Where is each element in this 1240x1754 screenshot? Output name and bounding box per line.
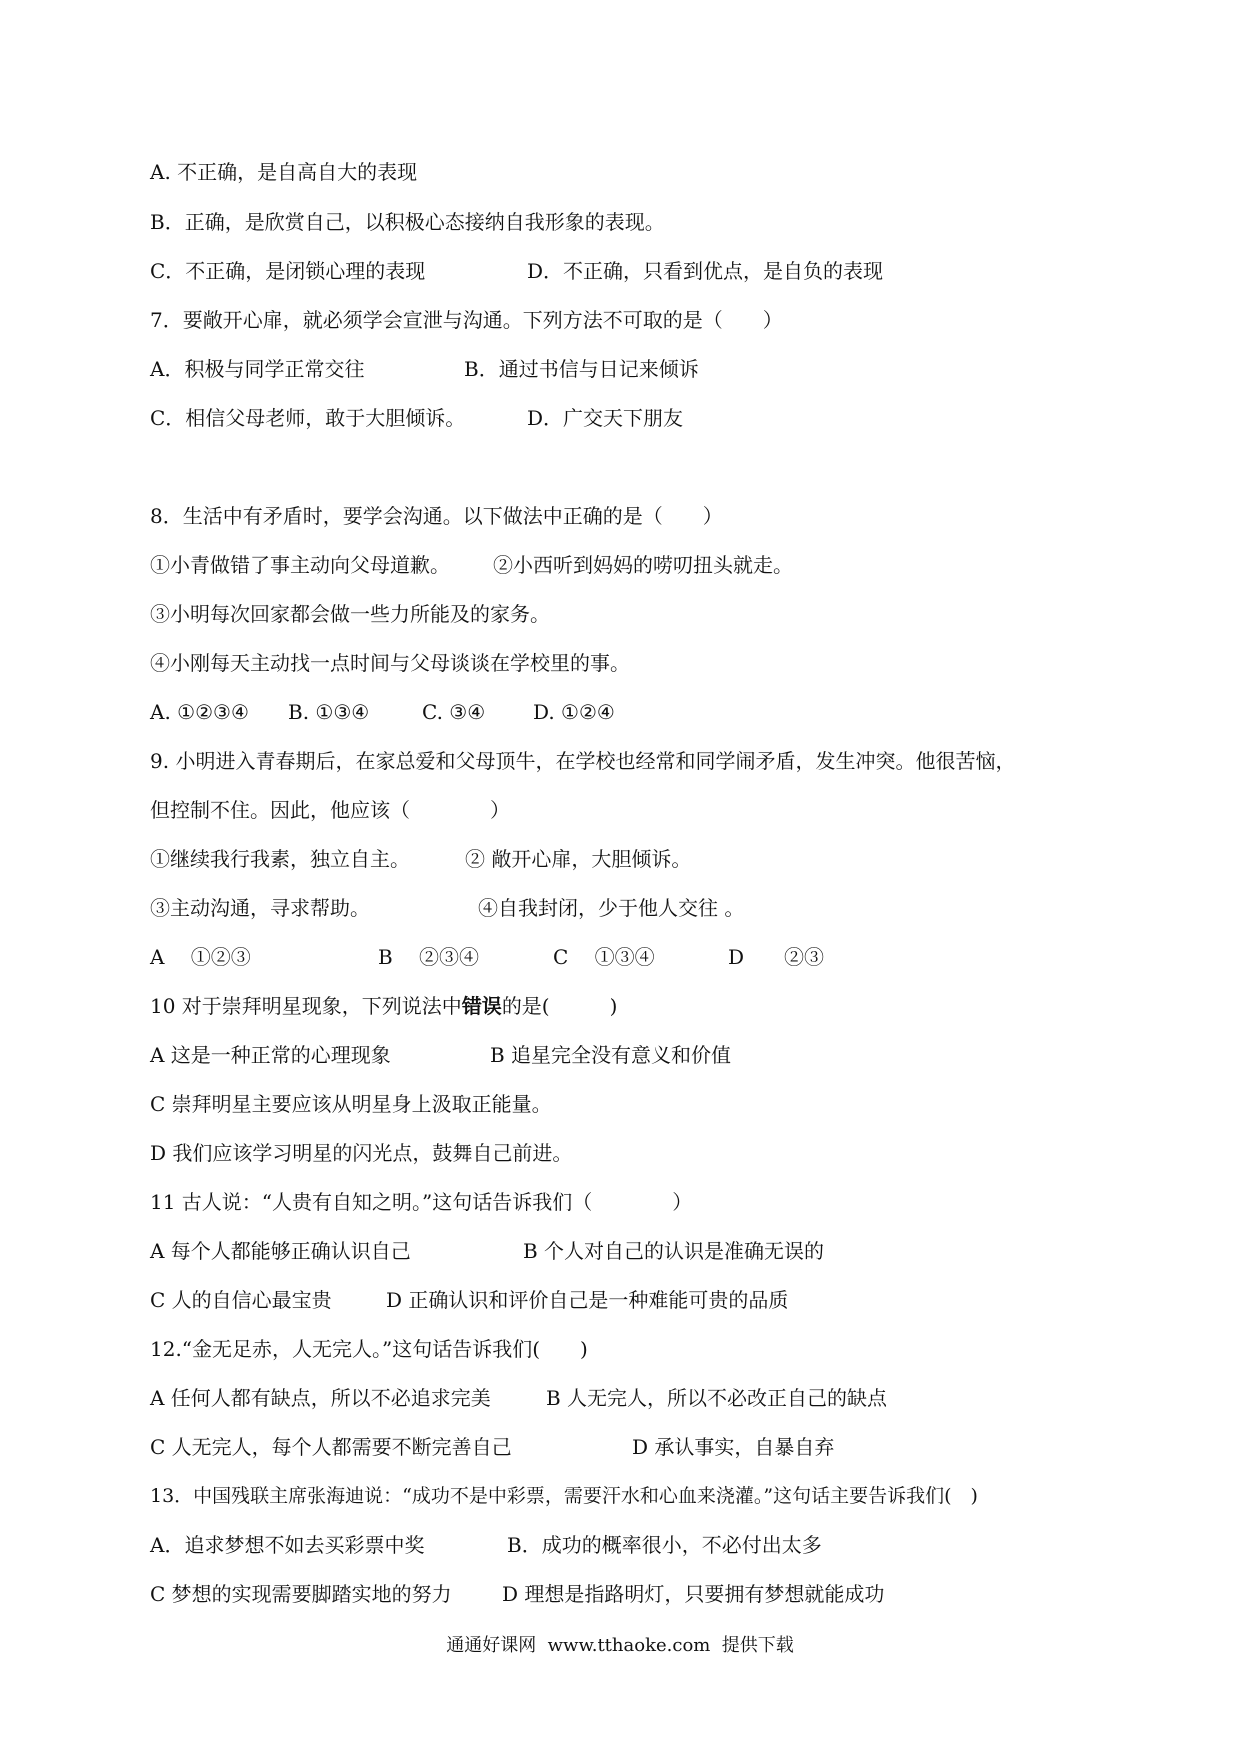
q9-statement-3: ③主动沟通，寻求帮助。 <box>150 896 370 920</box>
q9-option-c: C ①③④ <box>553 945 655 969</box>
q13-stem: 13．中国残联主席张海迪说：“成功不是中彩票，需要汗水和心血来浇灌。”这句话主要告诉我们( ) <box>150 1485 978 1507</box>
q7-option-c: C．相信父母老师，敢于大胆倾诉。 <box>150 406 466 430</box>
q10-stem-before: 10 对于崇拜明星现象，下列说法中 <box>150 994 462 1018</box>
q9-stem-line-1: 9. 小明进入青春期后，在家总爱和父母顶牛，在学校也经常和同学闹矛盾，发生冲突。他很苦恼， <box>150 749 1016 773</box>
q10-stem-emphasis: 错误 <box>461 994 502 1018</box>
q12-option-b: B 人无完人，所以不必改正自己的缺点 <box>546 1386 888 1410</box>
q13-option-d: D 理想是指路明灯，只要拥有梦想就能成功 <box>502 1582 885 1606</box>
q9-option-d: D ②③ <box>728 945 825 969</box>
q9-statement-4: ④自我封闭，少于他人交往 。 <box>478 896 745 920</box>
q8-statement-2: ②小西听到妈妈的唠叨扭头就走。 <box>493 553 793 577</box>
q7-option-d: D．广交天下朋友 <box>527 406 684 430</box>
q10-option-a: A 这是一种正常的心理现象 <box>150 1043 391 1067</box>
q10-stem-after: 的是( ) <box>501 994 618 1018</box>
q13-option-c: C 梦想的实现需要脚踏实地的努力 <box>150 1582 452 1606</box>
q9-option-a: A ①②③ <box>150 945 251 969</box>
q11-option-b: B 个人对自己的认识是准确无误的 <box>523 1239 825 1263</box>
q8-statement-4: ④小刚每天主动找一点时间与父母谈谈在学校里的事。 <box>150 651 630 675</box>
q9-statement-2: ② 敞开心扉，大胆倾诉。 <box>465 847 692 871</box>
q8-stem: 8．生活中有矛盾时，要学会沟通。以下做法中正确的是（ ） <box>150 504 723 528</box>
q10-stem <box>150 992 617 1020</box>
q11-option-c: C 人的自信心最宝贵 <box>150 1288 332 1312</box>
q13-option-a: A．追求梦想不如去买彩票中奖 <box>150 1533 425 1557</box>
q10-option-b: B 追星完全没有意义和价值 <box>490 1043 732 1067</box>
q7-option-a: A．积极与同学正常交往 <box>150 357 365 381</box>
q11-option-a: A 每个人都能够正确认识自己 <box>150 1239 411 1263</box>
q6-option-b: B．正确，是欣赏自己，以积极心态接纳自我形象的表现。 <box>150 210 665 234</box>
q9-option-b: B ②③④ <box>378 945 480 969</box>
q8-option-c: C. ③④ <box>422 700 486 724</box>
q13-option-b: B．成功的概率很小，不必付出太多 <box>507 1533 822 1557</box>
q8-statement-1: ①小青做错了事主动向父母道歉。 <box>150 553 450 577</box>
q7-stem: 7．要敞开心扉，就必须学会宣泄与沟通。下列方法不可取的是（ ） <box>150 308 783 332</box>
q12-stem: 12.“金无足赤，人无完人。”这句话告诉我们( ) <box>150 1337 588 1361</box>
page-footer: 通通好课网 www.tthaoke.com 提供下载 <box>446 1635 794 1656</box>
q6-option-c: C．不正确，是闭锁心理的表现 <box>150 259 426 283</box>
q12-option-c: C 人无完人，每个人都需要不断完善自己 <box>150 1435 512 1459</box>
q11-stem: 11 古人说：“人贵有自知之明。”这句话告诉我们（ ） <box>150 1190 693 1214</box>
q8-option-d: D. ①②④ <box>533 700 615 724</box>
q6-option-a: A. 不正确，是自高自大的表现 <box>150 160 418 184</box>
q12-option-d: D 承认事实，自暴自弃 <box>632 1435 835 1459</box>
q6-option-d: D．不正确，只看到优点，是自负的表现 <box>527 259 884 283</box>
q8-statement-3: ③小明每次回家都会做一些力所能及的家务。 <box>150 602 550 626</box>
q7-option-b: B．通过书信与日记来倾诉 <box>464 357 699 381</box>
q9-stem-line-2: 但控制不住。因此，他应该（ ） <box>150 798 510 822</box>
q12-option-a: A 任何人都有缺点，所以不必追求完美 <box>150 1386 491 1410</box>
q10-option-d: D 我们应该学习明星的闪光点，鼓舞自己前进。 <box>150 1141 573 1165</box>
q9-statement-1: ①继续我行我素，独立自主。 <box>150 847 410 871</box>
q8-option-a: A. ①②③④ <box>150 700 249 724</box>
q11-option-d: D 正确认识和评价自己是一种难能可贵的品质 <box>386 1288 789 1312</box>
q8-option-b: B. ①③④ <box>288 700 370 724</box>
q10-option-c: C 崇拜明星主要应该从明星身上汲取正能量。 <box>150 1092 552 1116</box>
